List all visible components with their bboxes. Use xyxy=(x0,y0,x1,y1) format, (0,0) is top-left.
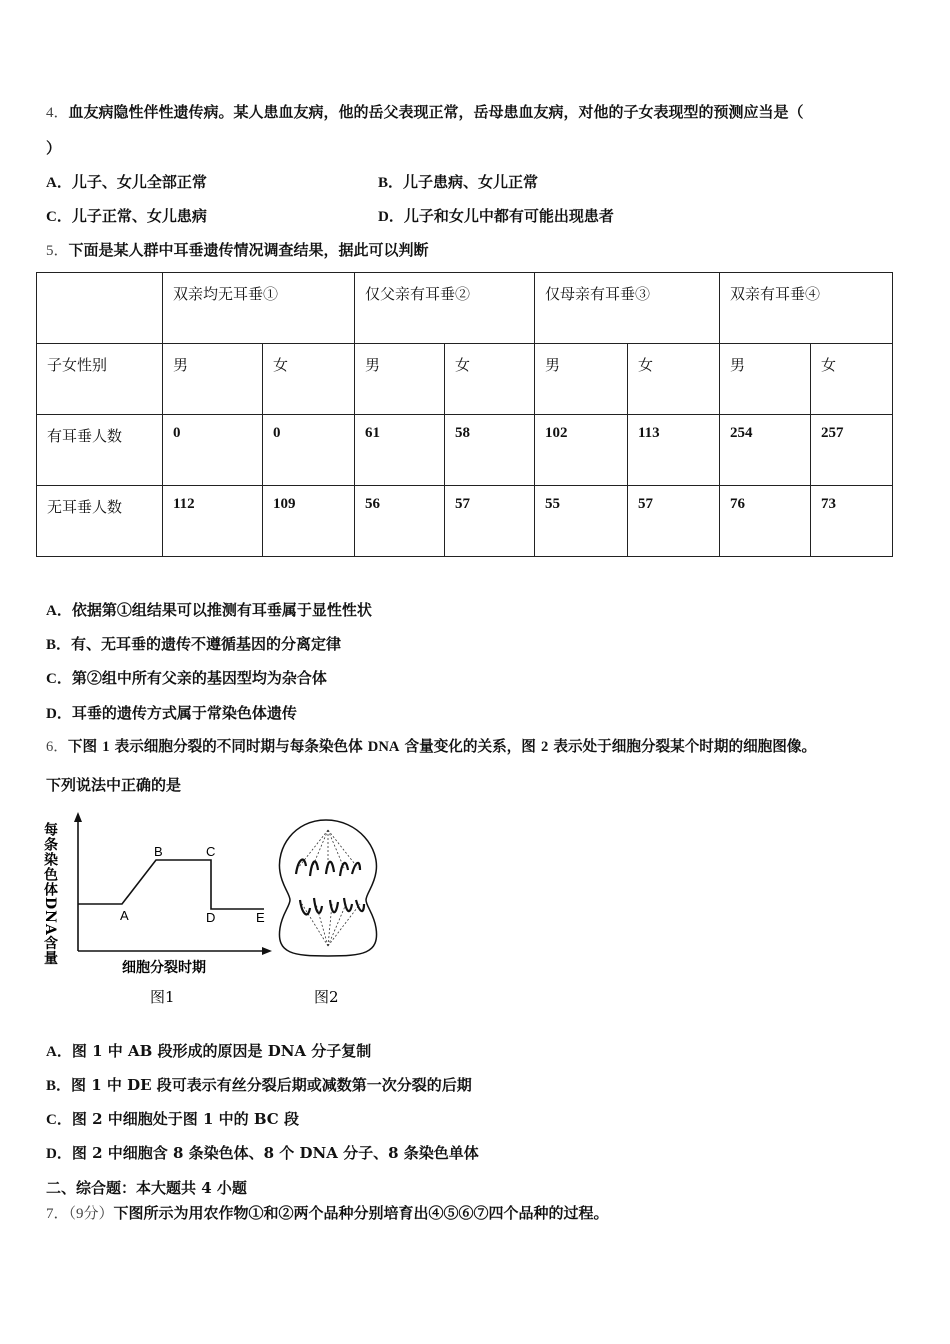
q5-stem xyxy=(46,240,429,261)
point-label-e: E xyxy=(256,910,265,925)
count-cell: 113 xyxy=(628,415,720,486)
q7-stem xyxy=(46,1203,609,1224)
option-text: 图 2 中细胞含 8 条染色体、8 个 DNA 分子、8 条染色单体 xyxy=(71,1144,479,1162)
q4-option-a[interactable] xyxy=(46,172,207,193)
option-label: D． xyxy=(46,706,72,722)
count-cell: 257 xyxy=(811,415,893,486)
group-header: 双亲均无耳垂① xyxy=(163,273,355,344)
option-text: 耳垂的遗传方式属于常染色体遗传 xyxy=(71,704,297,722)
q6-option-d[interactable] xyxy=(46,1143,479,1164)
q4-option-c[interactable] xyxy=(46,206,207,227)
figure1-caption: 图1 xyxy=(150,988,175,1006)
group-header: 双亲有耳垂④ xyxy=(720,273,893,344)
option-text: 依据第①组结果可以推测有耳垂属于显性性状 xyxy=(71,601,372,619)
point-label-c: C xyxy=(206,844,216,859)
count-cell: 57 xyxy=(445,486,535,557)
sex-cell: 男 xyxy=(535,344,628,415)
q5-option-b[interactable] xyxy=(46,634,341,655)
y-axis-label: 每条染色体DNA含量 xyxy=(42,822,58,966)
q7-text: 下图所示为用农作物①和②两个品种分别培育出④⑤⑥⑦四个品种的过程。 xyxy=(113,1204,609,1222)
count-cell: 112 xyxy=(163,486,263,557)
option-text: 儿子患病、女儿正常 xyxy=(403,173,539,191)
table-cell xyxy=(37,273,163,344)
sex-cell: 男 xyxy=(163,344,263,415)
q4-stem xyxy=(46,102,804,123)
option-label: D． xyxy=(46,1146,72,1162)
option-label: A． xyxy=(46,175,72,191)
q6-text-line2: 下列说法中正确的是 xyxy=(46,776,182,794)
option-text: 第②组中所有父亲的基因型均为杂合体 xyxy=(71,669,327,687)
q4-option-d[interactable] xyxy=(378,206,614,227)
option-text: 儿子、女儿全部正常 xyxy=(71,173,207,191)
sex-cell: 女 xyxy=(445,344,535,415)
x-axis-label: 细胞分裂时期 xyxy=(122,960,206,976)
q7-number: 7． xyxy=(46,1206,69,1222)
count-cell: 73 xyxy=(811,486,893,557)
count-cell: 55 xyxy=(535,486,628,557)
row-label: 无耳垂人数 xyxy=(37,486,163,557)
count-cell: 61 xyxy=(355,415,445,486)
figure2-caption: 图2 xyxy=(314,988,339,1006)
row-label: 子女性别 xyxy=(37,344,163,415)
option-label: C． xyxy=(46,209,72,225)
q5-text: 下面是某人群中耳垂遗传情况调查结果，据此可以判断 xyxy=(68,241,429,259)
option-text: 儿子和女儿中都有可能出现患者 xyxy=(403,207,614,225)
option-text: 有、无耳垂的遗传不遵循基因的分离定律 xyxy=(71,635,342,653)
q7-score: （9分） xyxy=(68,1206,114,1222)
table-row xyxy=(37,415,893,486)
q5-option-c[interactable] xyxy=(46,668,327,689)
option-label: D． xyxy=(378,209,404,225)
option-text: 图 1 中 DE 段可表示有丝分裂后期或减数第一次分裂的后期 xyxy=(71,1076,472,1094)
q6-option-a[interactable] xyxy=(46,1041,371,1062)
spindle-fibers xyxy=(298,830,360,946)
q4-number: 4． xyxy=(46,105,69,121)
sex-cell: 女 xyxy=(811,344,893,415)
point-label-a: A xyxy=(120,908,129,923)
option-label: B． xyxy=(378,175,404,191)
option-label: C． xyxy=(46,1112,72,1128)
option-text: 图 1 中 AB 段形成的原因是 DNA 分子复制 xyxy=(71,1042,372,1060)
survey-table xyxy=(36,272,893,557)
count-cell: 109 xyxy=(263,486,355,557)
y-axis-arrow xyxy=(74,812,82,822)
option-text: 图 2 中细胞处于图 1 中的 BC 段 xyxy=(71,1110,299,1128)
option-label: B． xyxy=(46,637,72,653)
q4-text-cont: ） xyxy=(46,139,62,157)
q5-number: 5． xyxy=(46,243,69,259)
count-cell: 0 xyxy=(263,415,355,486)
q6-text: 下图 1 表示细胞分裂的不同时期与每条染色体 DNA 含量变化的关系，图 2 表示处于细胞分裂某个时期的细胞图像。 xyxy=(67,738,817,755)
count-cell: 254 xyxy=(720,415,811,486)
sex-cell: 男 xyxy=(720,344,811,415)
sex-cell: 女 xyxy=(263,344,355,415)
count-cell: 57 xyxy=(628,486,720,557)
q4-option-b[interactable] xyxy=(378,172,538,193)
figure1-graph xyxy=(42,812,272,1006)
count-cell: 56 xyxy=(355,486,445,557)
point-label-b: B xyxy=(154,844,163,859)
option-label: A． xyxy=(46,603,72,619)
group-header: 仅父亲有耳垂② xyxy=(355,273,535,344)
q6-stem xyxy=(46,737,816,757)
option-label: C． xyxy=(46,671,72,687)
option-label: B． xyxy=(46,1078,72,1094)
count-cell: 58 xyxy=(445,415,535,486)
sex-cell: 女 xyxy=(628,344,720,415)
chromosomes-lower xyxy=(300,898,364,914)
table-row xyxy=(37,344,893,415)
count-cell: 102 xyxy=(535,415,628,486)
q6-figure xyxy=(44,808,384,1008)
group-header: 仅母亲有耳垂③ xyxy=(535,273,720,344)
q6-number: 6． xyxy=(46,739,68,755)
x-axis-arrow xyxy=(262,947,272,955)
table-row xyxy=(37,486,893,557)
point-label-d: D xyxy=(206,910,216,925)
count-cell: 0 xyxy=(163,415,263,486)
row-label: 有耳垂人数 xyxy=(37,415,163,486)
option-label: A． xyxy=(46,1044,72,1060)
dna-content-line xyxy=(78,860,264,909)
q6-option-b[interactable] xyxy=(46,1075,472,1096)
q6-option-c[interactable] xyxy=(46,1109,299,1130)
q5-option-d[interactable] xyxy=(46,703,297,724)
q5-option-a[interactable] xyxy=(46,600,372,621)
sex-cell: 男 xyxy=(355,344,445,415)
q4-text: 血友病隐性伴性遗传病。某人患血友病，他的岳父表现正常，岳母患血友病，对他的子女表现型的预测应当是（ xyxy=(68,103,804,121)
section2-title: 二、综合题：本大题共 4 小题 xyxy=(46,1179,247,1197)
option-text: 儿子正常、女儿患病 xyxy=(71,207,207,225)
count-cell: 76 xyxy=(720,486,811,557)
table-row xyxy=(37,273,893,344)
figure2-cell xyxy=(279,820,376,1006)
cell-outline xyxy=(279,820,376,956)
